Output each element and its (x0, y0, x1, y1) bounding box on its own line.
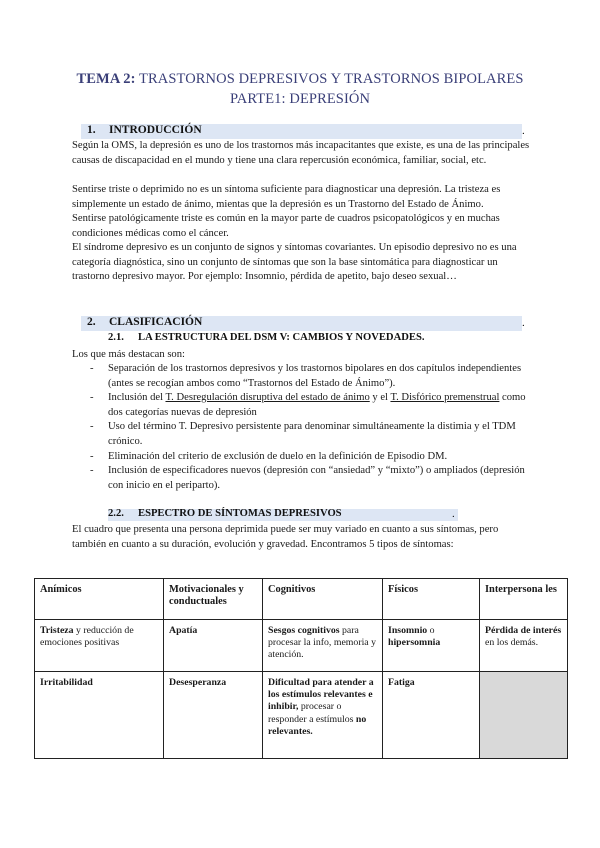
section-1-heading (87, 124, 202, 136)
header-cognitivos: Cognitivos (263, 579, 383, 620)
table-cell (383, 620, 480, 672)
list-item-text: Separación de los trastornos depresivos y los trastornos bipolares en dos capítulos independientes (antes se recogían ambos como “Trastornos del Estado de Ánimo”). (108, 363, 522, 389)
table-cell (263, 620, 383, 672)
list-item: - Separación de los trastornos depresivos y los trastornos bipolares en dos capítulos independientes (antes se recogían ambos como “Trastornos del Estado de Ánimo”). (90, 363, 522, 389)
list-item-text: y el (369, 392, 391, 404)
table-cell (164, 620, 263, 672)
cell-bold-text: Tristeza (40, 625, 74, 636)
section-1-end-dot: . (522, 125, 525, 137)
table-header-row (35, 579, 568, 620)
cell-text: procesar o responder a estímulos (268, 701, 356, 725)
cell-bold-text: Sesgos cognitivos (268, 625, 340, 636)
cell-bold-text: hipersomnia (388, 637, 441, 649)
header-fisicos: Físicos (383, 579, 480, 620)
intro-paragraph-4: El síndrome depresivo es un conjunto de signos y síntomas covariantes. Un episodio depresivo no es una categoría diagnóstica, sino un conjunto de síntomas que son la base sintomática para diagnosticar un trastorno depresivo mayor. Por ejemplo: Insomnio, pérdida de apetito, bajo deseo sexual… (72, 242, 517, 283)
table-row (35, 672, 568, 759)
subsection-2-1-heading (108, 332, 424, 343)
intro-paragraph-2: Sentirse triste o deprimido no es un síntoma suficiente para diagnosticar una depresión. La tristeza es simplemente un estado de ánimo, mientas que la depresión es un Trastorno del Estado de Ánimo. (72, 184, 501, 210)
cell-bold-text: Dificultad para atender a los estímulos relevantes e inhibir, (268, 677, 374, 713)
cell-bold-text: Insomnio (388, 625, 428, 636)
cell-bold-text: Pérdida de interés (485, 625, 562, 636)
list-item: - Inclusión de especificadores nuevos (depresión con “ansiedad” y “mixto”) o ampliados (depresión con inicio en el periparto). (90, 465, 525, 491)
list-item-text: Inclusión de especificadores nuevos (depresión con “ansiedad” y “mixto”) o ampliados (depresión con inicio en el periparto). (108, 465, 525, 491)
section-2-title: CLASIFICACIÓN (109, 316, 203, 328)
header-motivacionales: Motivacionales y conductuales (164, 579, 263, 620)
title-topic-number: TEMA 2: (76, 71, 136, 87)
table-cell (383, 672, 480, 759)
changes-lead-text: Los que más destacan son: (72, 349, 185, 360)
table-cell-empty (480, 672, 568, 759)
section-2-end-dot: . (522, 317, 525, 329)
cell-bold-text: Fatiga (388, 677, 415, 688)
cell-text: o (427, 625, 435, 636)
header-animicos: Anímicos (35, 579, 164, 620)
section-1-number: 1. (87, 124, 96, 136)
cell-text: en los demás. (485, 637, 539, 649)
header-interpersonales: Interpersona les (480, 579, 568, 620)
section-2-number: 2. (87, 316, 96, 328)
list-item: - Eliminación del criterio de exclusión de duelo en la definición de Episodio DM. (90, 450, 448, 462)
list-item-text: Inclusión del (108, 392, 166, 404)
document-title (0, 71, 600, 88)
list-item-text: Eliminación del criterio de exclusión de duelo en la definición de Episodio DM. (108, 450, 448, 462)
cell-bold-text: no relevantes. (268, 713, 367, 737)
subsection-2-2-number: 2.2. (108, 508, 124, 519)
table-cell (35, 620, 164, 672)
document-subtitle: PARTE1: DEPRESIÓN (229, 91, 371, 107)
symptoms-table (34, 578, 568, 759)
subsection-2-2-end-dot: . (452, 508, 455, 520)
table-cell (164, 672, 263, 759)
cell-text: y reducción de emociones positivas (40, 625, 134, 649)
cell-text: para procesar la info, memoria y atención. (268, 625, 376, 661)
disorder-link-pmdd: T. Disfórico premenstrual (390, 392, 500, 404)
cell-bold-text: Desesperanza (169, 677, 227, 688)
section-2-heading (87, 316, 202, 328)
intro-paragraph-1: Según la OMS, la depresión es uno de los trastornos más incapacitantes que existe, es una de las principales causas de discapacidad en el mundo y tiene una clara repercusión económica, familiar, social, etc. (72, 140, 530, 166)
title-topic-name: TRASTORNOS DEPRESIVOS Y TRASTORNOS BIPOLARES (135, 71, 524, 87)
list-item: - Inclusión del T. Desregulación disruptiva del estado de ánimo y el T. Disfórico premenstrual como dos categorías nuevas de depresión (90, 392, 526, 418)
cell-bold-text: Irritabilidad (40, 677, 93, 688)
section-1-title: INTRODUCCIÓN (109, 124, 202, 136)
spectrum-paragraph: El cuadro que presenta una persona deprimida puede ser muy variado en cuanto a sus síntomas, pero también en cuanto a su duración, evolución y gravedad. Encontramos 5 tipos de síntomas: (72, 524, 499, 550)
subsection-2-2-heading (108, 508, 342, 519)
intro-paragraph-3: Sentirse patológicamente triste es común en la mayor parte de cuadros psicopatológicos y en muchas condiciones médicas como el cáncer. (72, 213, 500, 239)
list-item: - Uso del término T. Depresivo persistente para denominar simultáneamente la distimia y el TDM crónico. (90, 421, 516, 447)
disorder-link-dmdd: T. Desregulación disruptiva del estado de ánimo (165, 392, 370, 404)
table-cell (35, 672, 164, 759)
subsection-2-2-title: ESPECTRO DE SÍNTOMAS DEPRESIVOS (138, 508, 342, 519)
list-item-text: como dos categorías nuevas de depresión (108, 392, 526, 418)
table-cell (480, 620, 568, 672)
subsection-2-1-number: 2.1. (108, 332, 124, 343)
table-cell (263, 672, 383, 759)
cell-bold-text: Apatía (169, 625, 198, 636)
list-item-text: Uso del término T. Depresivo persistente para denominar simultáneamente la distimia y el TDM crónico. (108, 421, 516, 447)
table-row (35, 620, 568, 672)
changes-list (72, 362, 532, 493)
subsection-2-1-title: LA ESTRUCTURA DEL DSM V: CAMBIOS Y NOVEDADES. (138, 332, 425, 343)
